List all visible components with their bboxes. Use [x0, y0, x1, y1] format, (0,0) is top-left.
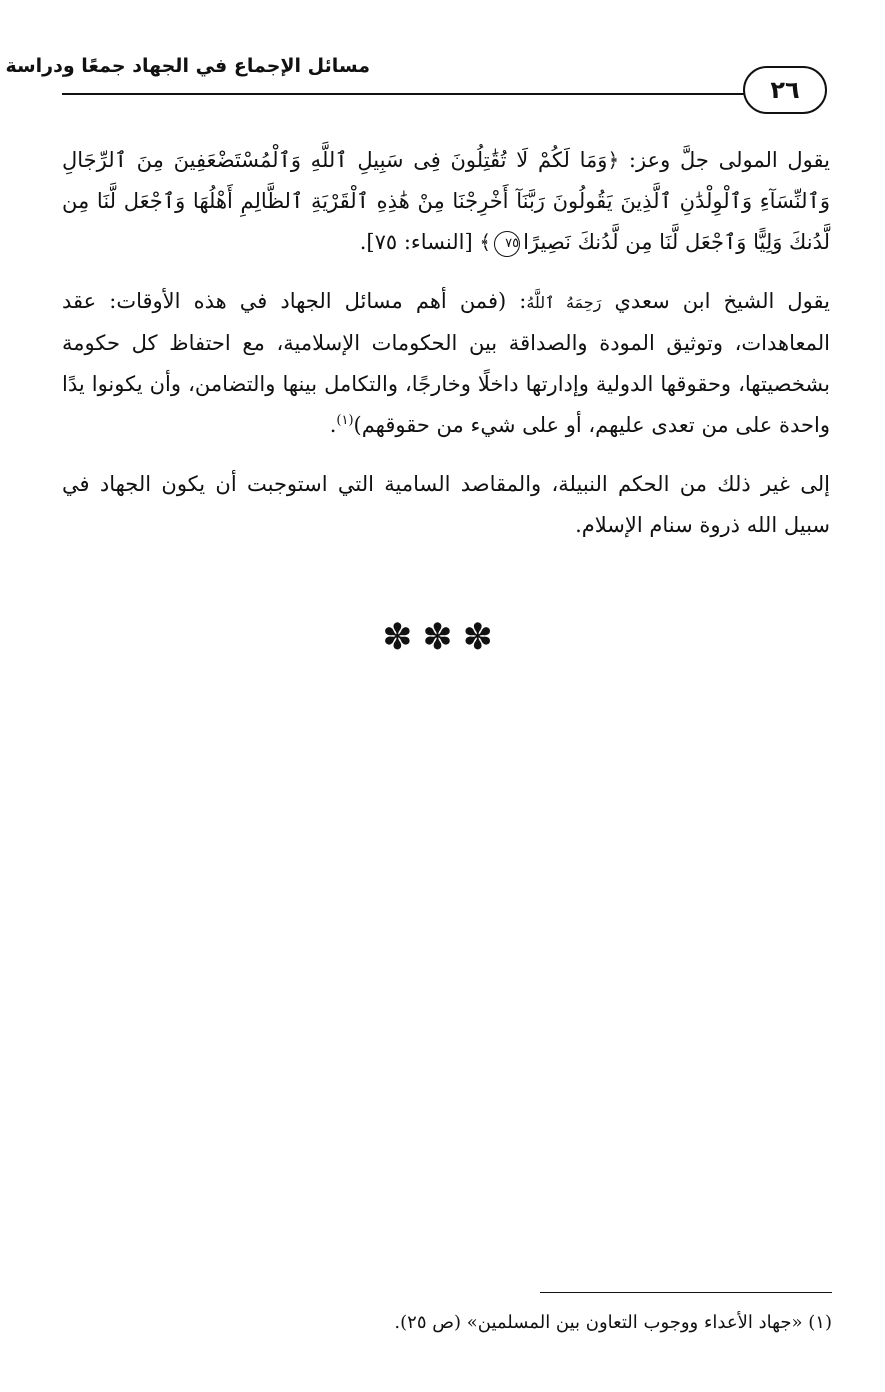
footnote-1: (١) «جهاد الأعداء ووجوب التعاون بين المسلمين» (ص ٢٥).: [394, 1312, 832, 1333]
header-rule: [62, 93, 762, 95]
paragraph-quran-verse: [62, 140, 830, 263]
section-separator-ornament: ✽✽✽: [382, 617, 503, 658]
quran-verse-text: وَمَا لَكُمْ لَا تُقَٰتِلُونَ فِى سَبِيلِ ٱللَّهِ وَٱلْمُسْتَضْعَفِينَ مِنَ ٱلرِّجَالِ وَٱلنِّسَآءِ وَٱلْوِلْدَٰنِ ٱلَّذِينَ يَقُولُونَ رَبَّنَآ أَخْرِجْنَا مِنْ هَٰذِهِ ٱلْقَرْيَةِ ٱلظَّالِمِ أَهْلُهَا وَٱجْعَل لَّنَا مِن لَّدُنكَ وَلِيًّا وَٱجْعَل لَّنَا مِن لَّدُنكَ نَصِيرًا: [62, 148, 830, 254]
paragraph-conclusion: إلى غير ذلك من الحكم النبيلة، والمقاصد السامية التي استوجبت أن يكون الجهاد في سبيل الله ذروة سنام الإسلام.: [62, 472, 830, 537]
page-body: [62, 140, 830, 564]
verse-intro: يقول المولى جلَّ وعز:: [619, 148, 830, 172]
verse-close-ornament: ﴾: [479, 230, 492, 254]
honorific-rahimahullah: رَحِمَهُ ٱللَّهُ: [526, 293, 602, 312]
footnote-rule: [540, 1292, 832, 1293]
paragraph-ibn-saadi-quote: [62, 281, 830, 446]
quote-end: .: [329, 413, 337, 437]
ayah-number-medallion: ٧٥: [494, 231, 520, 257]
footnote-reference[interactable]: (١): [336, 413, 354, 428]
running-header-title: مسائل الإجماع في الجهاد جمعًا ودراسة: [5, 55, 370, 77]
quote-text: : (فمن أهم مسائل الجهاد في هذه الأوقات: عقد المعاهدات، وتوثيق المودة والصداقة بين الحكومات الإسلامية، مع احتفاظ كل حكومة بشخصيتها، وحقوقها الدولية وإدارتها داخلًا وخارجًا، والتكامل بينها والتضامن، وأن يكونوا يدًا واحدة على من تعدى عليهم، أو على شيء من حقوقهم): [62, 289, 830, 437]
quote-intro: يقول الشيخ ابن سعدي: [601, 289, 830, 313]
verse-citation: [النساء: ٧٥].: [359, 230, 480, 254]
page-number-badge: ٢٦: [743, 66, 827, 114]
verse-open-ornament: ﴿: [607, 148, 620, 172]
